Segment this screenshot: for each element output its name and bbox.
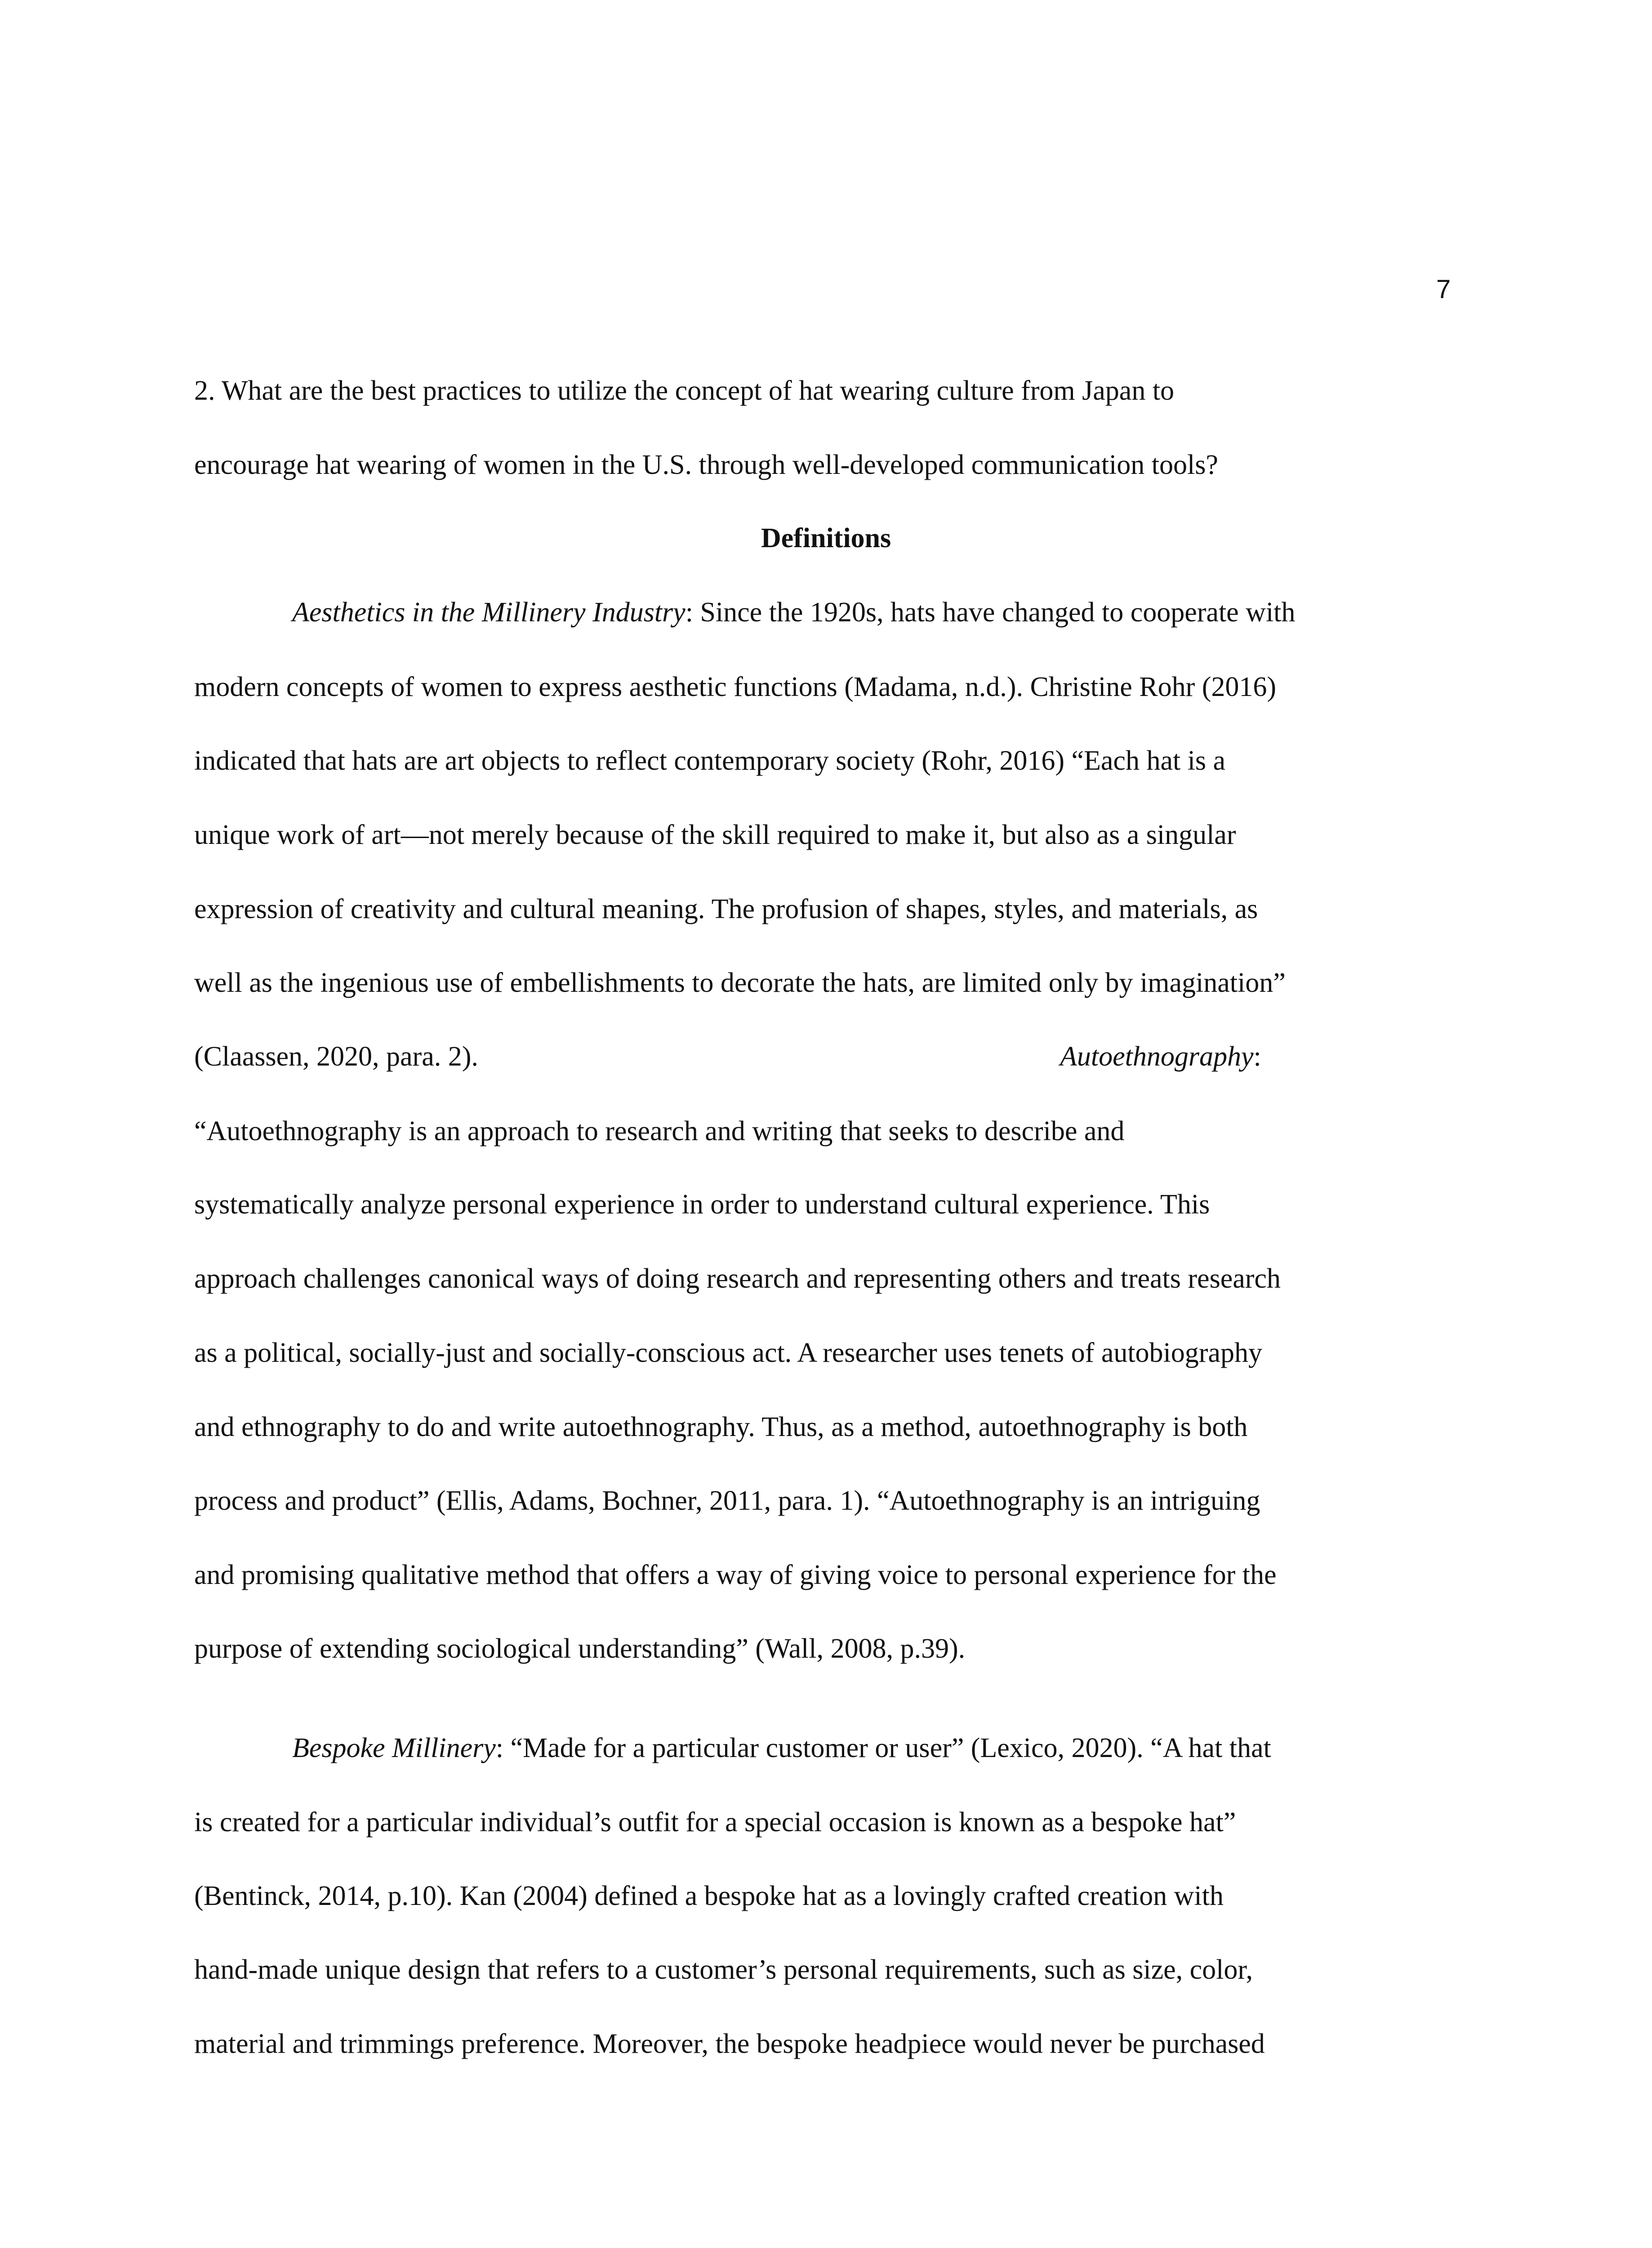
definition-aesthetics-citation: (Claassen, 2020, para. 2). (194, 1041, 478, 1072)
definition-aesthetics-line-1 (292, 598, 1295, 626)
definition-term-autoethnography (1060, 1043, 1261, 1070)
definition-aesthetics-line: unique work of art—not merely because of the skill required to make it, but also as a singular (194, 820, 1236, 850)
question-2-line-2: encourage hat wearing of women in the U.S. through well-developed communication tools? (194, 450, 1218, 480)
definition-autoethnography-line: purpose of extending sociological understanding” (Wall, 2008, p.39). (194, 1633, 966, 1664)
definition-term-autoethnography-label: Autoethnography (1060, 1041, 1254, 1072)
definition-autoethnography-line: systematically analyze personal experience in order to understand cultural experience. This (194, 1189, 1210, 1220)
definition-term-autoethnography-colon: : (1253, 1041, 1261, 1072)
definition-autoethnography-line: and promising qualitative method that offers a way of giving voice to personal experience for the (194, 1560, 1277, 1590)
definition-autoethnography-line: and ethnography to do and write autoethnography. Thus, as a method, autoethnography is both (194, 1412, 1248, 1442)
definition-autoethnography-line: “Autoethnography is an approach to research and writing that seeks to describe and (194, 1116, 1125, 1146)
definition-aesthetics-line: expression of creativity and cultural meaning. The profusion of shapes, styles, and materials, as (194, 894, 1258, 924)
definition-autoethnography-line: as a political, socially-just and socially-conscious act. A researcher uses tenets of autobiography (194, 1338, 1262, 1368)
definition-aesthetics-line: well as the ingenious use of embellishments to decorate the hats, are limited only by imagination” (194, 968, 1286, 998)
definition-aesthetics-line-1-text: : Since the 1920s, hats have changed to cooperate with (685, 597, 1296, 628)
definition-autoethnography-line: process and product” (Ellis, Adams, Bochner, 2011, para. 1). “Autoethnography is an intriguing (194, 1485, 1260, 1516)
definition-bespoke-line-1 (292, 1734, 1271, 1762)
definition-term-aesthetics: Aesthetics in the Millinery Industry (292, 597, 686, 628)
definition-autoethnography-line: approach challenges canonical ways of doing research and representing others and treats research (194, 1263, 1281, 1294)
question-2-line-1: 2. What are the best practices to utilize the concept of hat wearing culture from Japan to (194, 375, 1175, 406)
section-heading-definitions: Definitions (761, 523, 891, 553)
definition-bespoke-line: material and trimmings preference. Moreover, the bespoke headpiece would never be purchased (194, 2029, 1265, 2059)
page-number: 7 (1436, 275, 1451, 304)
definition-bespoke-line: (Bentinck, 2014, p.10). Kan (2004) defined a bespoke hat as a lovingly crafted creation with (194, 1881, 1224, 1911)
definition-term-bespoke: Bespoke Millinery (292, 1733, 496, 1763)
definition-bespoke-line: is created for a particular individual’s outfit for a special occasion is known as a bespoke hat” (194, 1807, 1236, 1838)
definition-bespoke-line-1-text: : “Made for a particular customer or user” (Lexico, 2020). “A hat that (495, 1733, 1271, 1763)
definition-bespoke-line: hand-made unique design that refers to a customer’s personal requirements, such as size, color, (194, 1954, 1253, 1985)
definition-aesthetics-line: modern concepts of women to express aesthetic functions (Madama, n.d.). Christine Rohr (2016) (194, 672, 1277, 702)
definition-aesthetics-line: indicated that hats are art objects to reflect contemporary society (Rohr, 2016) “Each hat is a (194, 745, 1226, 776)
